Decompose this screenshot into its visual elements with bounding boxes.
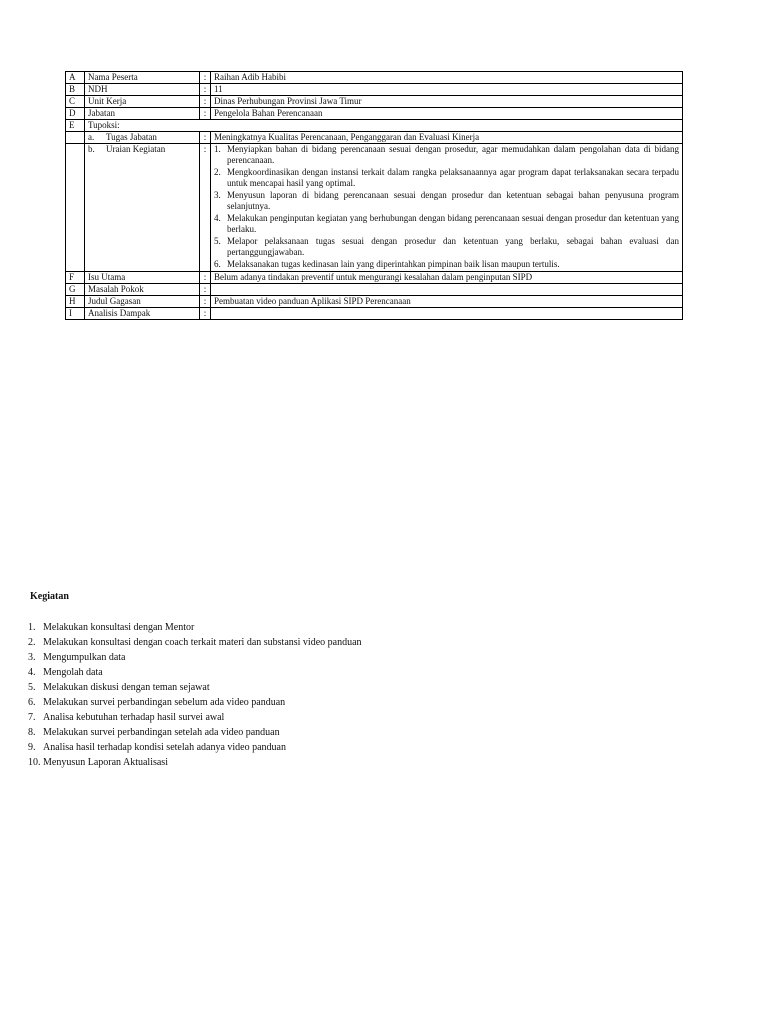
list-item: [28, 620, 362, 635]
row-colon: :: [200, 284, 211, 296]
row-label: Isu Utama: [85, 272, 200, 284]
list-number: 6.: [28, 697, 36, 708]
row-code: D: [66, 108, 85, 120]
list-text: Melakukan survei perbandingan sebelum ada video panduan: [43, 697, 286, 708]
row-label: NDH: [85, 84, 200, 96]
list-item: [28, 725, 362, 740]
row-value: Pengelola Bahan Perencanaan: [211, 108, 683, 120]
table-row: [66, 108, 683, 120]
list-number: 4.: [214, 213, 221, 223]
row-colon: :: [200, 72, 211, 84]
list-item: [28, 710, 362, 725]
list-text: Mengumpulkan data: [43, 652, 126, 663]
table-row: [66, 272, 683, 284]
row-code: E: [66, 120, 85, 132]
list-number: 10.: [28, 757, 41, 768]
row-code: F: [66, 272, 85, 284]
table-row: [66, 120, 683, 132]
list-text: Menyiapkan bahan di bidang perencanaan sesuai dengan prosedur, agar memudahkan dalam pengolahan data di bidang perencanaan.: [227, 144, 679, 165]
list-item: [28, 740, 362, 755]
list-text: Mengkoordinasikan dengan instansi terkait dalam rangka pelaksanaannya agar program dapat terlaksanakan secara terpadu untuk mencapai hasil yang optimal.: [227, 167, 679, 188]
row-value: Belum adanya tindakan preventif untuk mengurangi kesalahan dalam penginputan SIPD: [211, 272, 683, 284]
row-colon: :: [200, 108, 211, 120]
list-text: Melaksanakan tugas kedinasan lain yang diperintahkan pimpinan baik lisan maupun tertulis.: [227, 259, 560, 269]
list-text: Mengolah data: [43, 667, 103, 678]
list-text: Analisa hasil terhadap kondisi setelah adanya video panduan: [43, 742, 286, 753]
sub-label: [85, 132, 200, 144]
list-item: [28, 755, 362, 770]
row-colon: :: [200, 132, 211, 144]
list-number: 3.: [28, 652, 36, 663]
row-colon: :: [200, 308, 211, 320]
kegiatan-list: [28, 620, 362, 770]
row-value: 11: [211, 84, 683, 96]
list-text: Melakukan konsultasi dengan Mentor: [43, 622, 195, 633]
row-colon: :: [200, 272, 211, 284]
table-row: [66, 96, 683, 108]
table-row: [66, 296, 683, 308]
list-text: Menyusun laporan di bidang perencanaan sesuai dengan prosedur dan ketentuan sebagai bahan penyusuna program selanjutnya.: [227, 190, 679, 211]
sub-letter: b.: [88, 144, 95, 154]
list-number: 5.: [214, 236, 221, 246]
list-number: 2.: [28, 637, 36, 648]
list-number: 3.: [214, 190, 221, 200]
list-item: [214, 236, 679, 258]
row-value: [211, 144, 683, 272]
sub-label-text: Uraian Kegiatan: [106, 144, 166, 154]
sub-label-text: Tugas Jabatan: [106, 132, 157, 142]
row-label: Analisis Dampak: [85, 308, 200, 320]
row-colon: :: [200, 84, 211, 96]
list-number: 1.: [28, 622, 36, 633]
row-code: C: [66, 96, 85, 108]
row-value: Pembuatan video panduan Aplikasi SIPD Perencanaan: [211, 296, 683, 308]
list-item: [214, 190, 679, 212]
row-label: Unit Kerja: [85, 96, 200, 108]
row-colon: :: [200, 96, 211, 108]
row-code: I: [66, 308, 85, 320]
row-code: B: [66, 84, 85, 96]
list-number: 9.: [28, 742, 36, 753]
list-item: [28, 680, 362, 695]
row-colon: :: [200, 144, 211, 272]
row-value: Raihan Adib Habibi: [211, 72, 683, 84]
row-label: Tupoksi:: [85, 120, 683, 132]
table-row: [66, 84, 683, 96]
uraian-kegiatan-list: [214, 144, 679, 270]
kegiatan-title: Kegiatan: [30, 591, 69, 602]
list-item: [28, 635, 362, 650]
list-item: [214, 213, 679, 235]
table-row-uraian-kegiatan: [66, 144, 683, 272]
table-row: [66, 284, 683, 296]
list-item: [28, 695, 362, 710]
list-number: 2.: [214, 167, 221, 177]
list-number: 5.: [28, 682, 36, 693]
sub-letter: a.: [88, 132, 95, 142]
row-code: A: [66, 72, 85, 84]
row-colon: :: [200, 296, 211, 308]
list-text: Melapor pelaksanaan tugas sesuai dengan prosedur dan ketentuan yang berlaku, sebagai bahan evaluasi dan pertanggungjawaban.: [227, 236, 679, 257]
list-number: 8.: [28, 727, 36, 738]
list-text: Menyusun Laporan Aktualisasi: [43, 757, 168, 768]
list-number: 6.: [214, 259, 221, 269]
list-text: Melakukan survei perbandingan setelah ada video panduan: [43, 727, 280, 738]
row-label: Judul Gagasan: [85, 296, 200, 308]
row-value: [211, 308, 683, 320]
row-code: H: [66, 296, 85, 308]
list-item: [214, 167, 679, 189]
row-code: G: [66, 284, 85, 296]
list-text: Analisa kebutuhan terhadap hasil survei awal: [43, 712, 225, 723]
row-label: Nama Peserta: [85, 72, 200, 84]
table-row-tugas-jabatan: [66, 132, 683, 144]
table-row: [66, 308, 683, 320]
participant-form-table: [65, 71, 683, 320]
list-item: [214, 259, 679, 270]
list-number: 4.: [28, 667, 36, 678]
sub-label: [85, 144, 200, 272]
row-value: [211, 284, 683, 296]
list-number: 7.: [28, 712, 36, 723]
list-text: Melakukan penginputan kegiatan yang berhubungan dengan bidang perencanaan sesuai dengan prosedur dan ketentuan yang berlaku.: [227, 213, 679, 234]
list-text: Melakukan diskusi dengan teman sejawat: [43, 682, 210, 693]
row-label: Jabatan: [85, 108, 200, 120]
list-item: [28, 665, 362, 680]
list-text: Melakukan konsultasi dengan coach terkait materi dan substansi video panduan: [43, 637, 362, 648]
row-value: Meningkatnya Kualitas Perencanaan, Penganggaran dan Evaluasi Kinerja: [211, 132, 683, 144]
list-item: [28, 650, 362, 665]
list-number: 1.: [214, 144, 221, 154]
list-item: [214, 144, 679, 166]
table-row: [66, 72, 683, 84]
row-label: Masalah Pokok: [85, 284, 200, 296]
row-value: Dinas Perhubungan Provinsi Jawa Timur: [211, 96, 683, 108]
